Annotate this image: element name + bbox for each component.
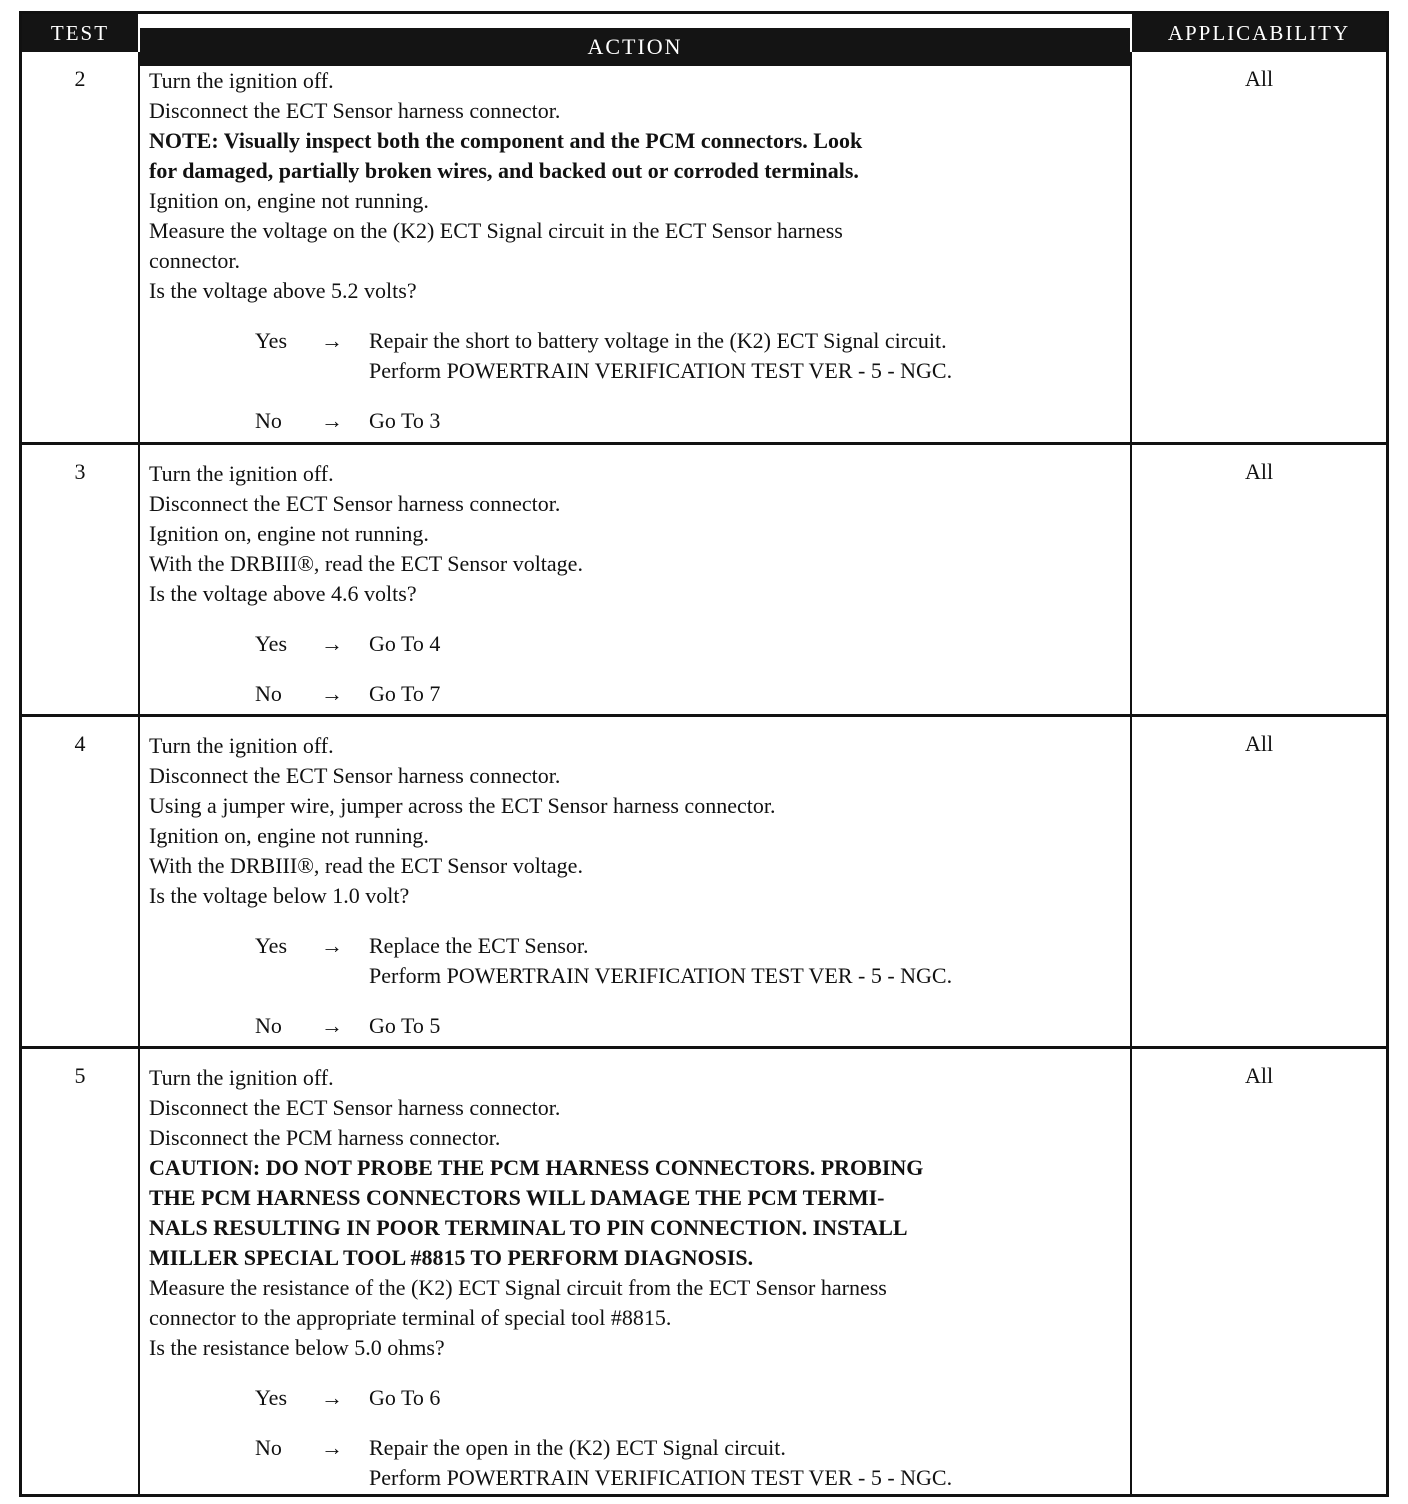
action-line: Disconnect the PCM harness connector. (149, 1125, 501, 1150)
action-line: Ignition on, engine not running. (149, 823, 429, 848)
test-row-5 (22, 1049, 1386, 1497)
action-line: Is the voltage above 4.6 volts? (149, 581, 417, 606)
applicability-value: All (1244, 731, 1274, 756)
action-line: NALS RESULTING IN POOR TERMINAL TO PIN CONNECTION. INSTALL (149, 1215, 908, 1240)
answer-no (149, 1011, 1124, 1041)
arrow-icon: → (321, 1385, 343, 1410)
action-line: With the DRBIII®, read the ECT Sensor voltage. (149, 551, 583, 576)
action-line: Disconnect the ECT Sensor harness connector. (149, 763, 561, 788)
action-line: Is the resistance below 5.0 ohms? (149, 1335, 445, 1360)
answer-result: Repair the open in the (K2) ECT Signal circuit. (369, 1435, 786, 1460)
test-number: 2 (74, 66, 86, 91)
action-line: Is the voltage above 5.2 volts? (149, 278, 417, 303)
answer-result: Go To 7 (369, 681, 441, 706)
answer-label: No (255, 408, 282, 433)
action-line: CAUTION: DO NOT PROBE THE PCM HARNESS CONNECTORS. PROBING (149, 1155, 924, 1180)
answer-result: Perform POWERTRAIN VERIFICATION TEST VER - 5 - NGC. (369, 963, 953, 988)
answer-label: No (255, 681, 282, 706)
action-line: Disconnect the ECT Sensor harness connector. (149, 1095, 561, 1120)
action-line: Disconnect the ECT Sensor harness connector. (149, 491, 561, 516)
answer-result: Repair the short to battery voltage in the (K2) ECT Signal circuit. (369, 328, 947, 353)
arrow-icon: → (321, 681, 343, 706)
answer-yes (149, 1383, 1124, 1413)
answer-label: Yes (255, 933, 288, 958)
answer-no (149, 679, 1124, 709)
answer-result: Go To 5 (369, 1013, 441, 1038)
action-steps (149, 731, 1124, 1041)
answer-result: Perform POWERTRAIN VERIFICATION TEST VER - 5 - NGC. (369, 358, 953, 383)
action-line: With the DRBIII®, read the ECT Sensor voltage. (149, 853, 583, 878)
header-test: TEST (22, 14, 138, 52)
arrow-icon: → (321, 328, 343, 353)
test-number: 4 (74, 731, 86, 756)
answer-yes (149, 326, 1124, 386)
arrow-icon: → (321, 1435, 343, 1460)
action-steps (149, 66, 1124, 436)
answer-label: No (255, 1013, 282, 1038)
action-line: NOTE: Visually inspect both the component and the PCM connectors. Look (149, 128, 863, 153)
test-number: 5 (74, 1063, 86, 1088)
action-steps (149, 1063, 1124, 1493)
action-line: THE PCM HARNESS CONNECTORS WILL DAMAGE THE PCM TERMI- (149, 1185, 885, 1210)
answer-result: Go To 6 (369, 1385, 441, 1410)
answer-result: Go To 4 (369, 631, 441, 656)
action-line: Turn the ignition off. (149, 1065, 334, 1090)
answer-yes (149, 931, 1124, 991)
action-line: Ignition on, engine not running. (149, 188, 429, 213)
answer-no (149, 1433, 1124, 1493)
arrow-icon: → (321, 631, 343, 656)
action-line: Turn the ignition off. (149, 461, 334, 486)
arrow-icon: → (321, 408, 343, 433)
answer-label: No (255, 1435, 282, 1460)
action-line: connector to the appropriate terminal of special tool #8815. (149, 1305, 672, 1330)
action-line: Using a jumper wire, jumper across the ECT Sensor harness connector. (149, 793, 776, 818)
test-row-4 (22, 717, 1386, 1046)
action-line: Turn the ignition off. (149, 68, 334, 93)
action-line: Measure the resistance of the (K2) ECT Signal circuit from the ECT Sensor harness (149, 1275, 887, 1300)
answer-label: Yes (255, 631, 288, 656)
action-line: Ignition on, engine not running. (149, 521, 429, 546)
action-line: Measure the voltage on the (K2) ECT Signal circuit in the ECT Sensor harness (149, 218, 843, 243)
applicability-value: All (1244, 459, 1274, 484)
answer-label: Yes (255, 1385, 288, 1410)
action-line: Is the voltage below 1.0 volt? (149, 883, 410, 908)
test-row-2 (22, 52, 1386, 442)
diagnostic-test-table (19, 11, 1389, 1497)
answer-result: Perform POWERTRAIN VERIFICATION TEST VER - 5 - NGC. (369, 1465, 953, 1490)
action-line: MILLER SPECIAL TOOL #8815 TO PERFORM DIAGNOSIS. (149, 1245, 754, 1270)
answer-no (149, 406, 1124, 436)
header-applicability: APPLICABILITY (1132, 14, 1386, 52)
action-steps (149, 459, 1124, 709)
answer-result: Go To 3 (369, 408, 441, 433)
answer-yes (149, 629, 1124, 659)
action-line: Disconnect the ECT Sensor harness connector. (149, 98, 561, 123)
applicability-value: All (1244, 66, 1274, 91)
action-line: Turn the ignition off. (149, 733, 334, 758)
test-number: 3 (74, 459, 86, 484)
arrow-icon: → (321, 933, 343, 958)
action-line: connector. (149, 248, 241, 273)
test-row-3 (22, 445, 1386, 714)
answer-label: Yes (255, 328, 288, 353)
applicability-value: All (1244, 1063, 1274, 1088)
action-line: for damaged, partially broken wires, and backed out or corroded terminals. (149, 158, 859, 183)
answer-result: Replace the ECT Sensor. (369, 933, 589, 958)
arrow-icon: → (321, 1013, 343, 1038)
header-action: ACTION (140, 28, 1130, 66)
